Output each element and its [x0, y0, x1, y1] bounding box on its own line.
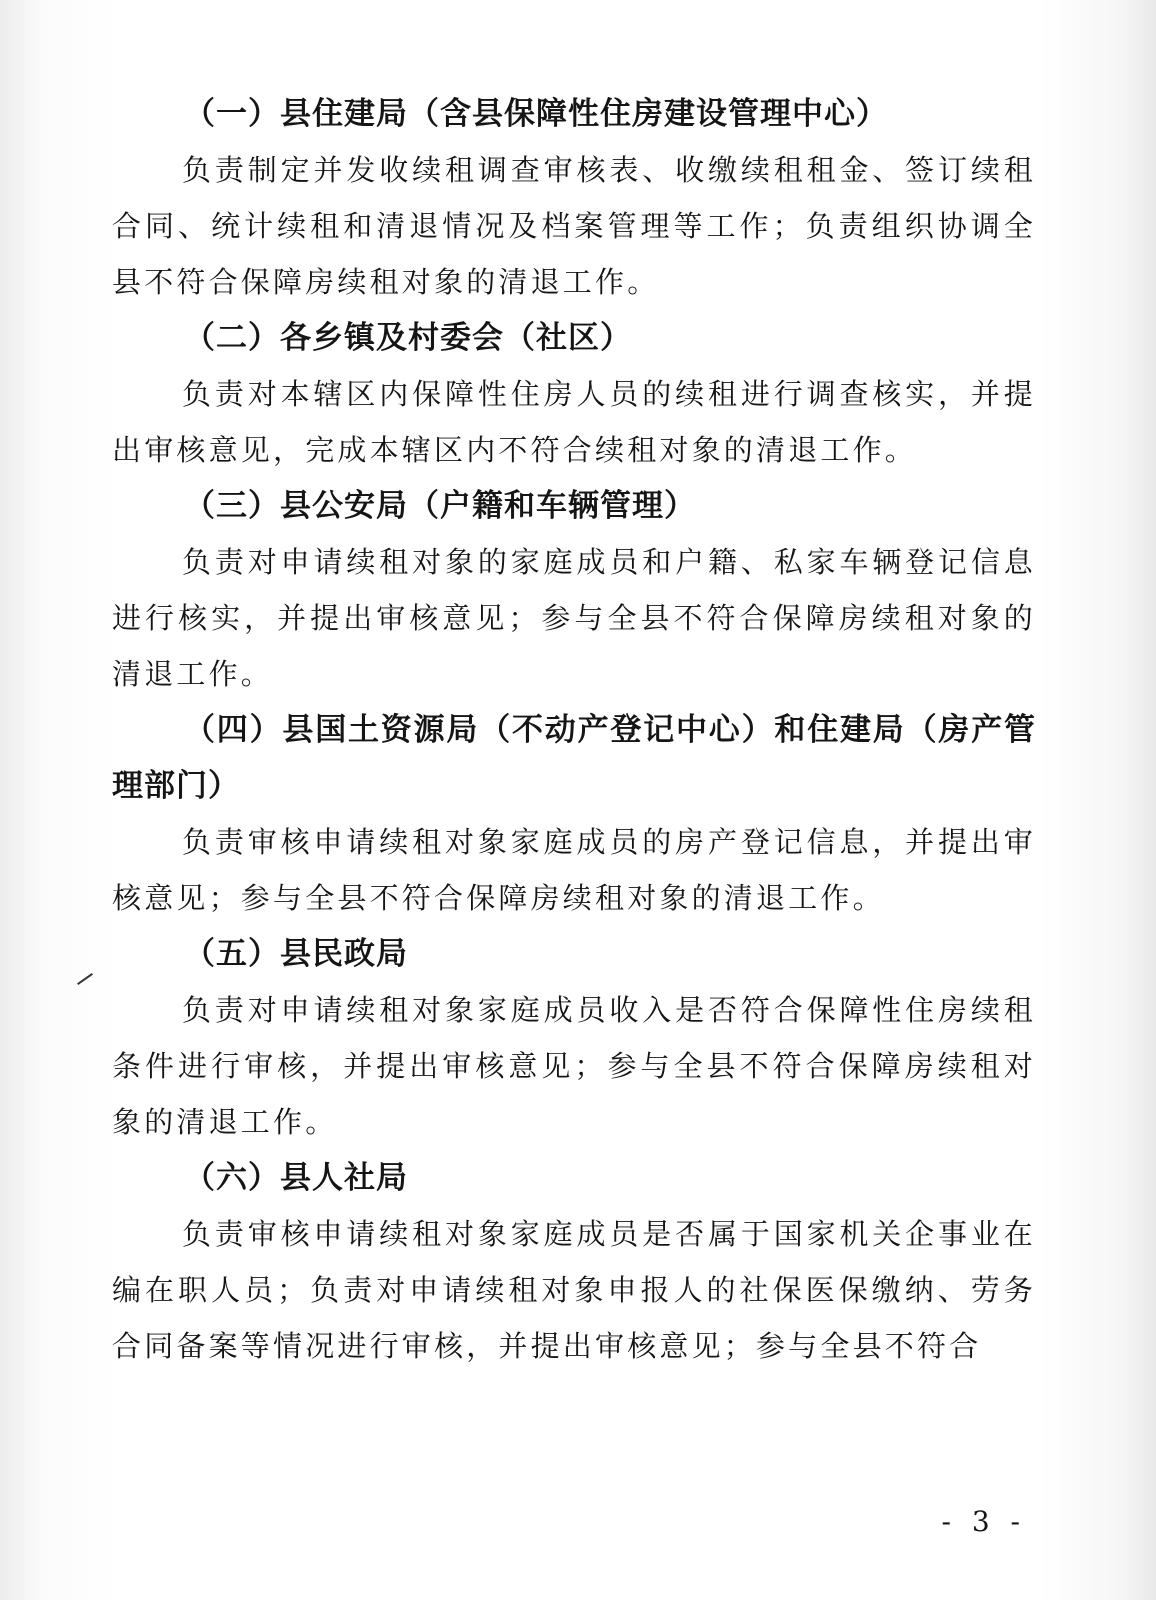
section-3-heading: （三）县公安局（户籍和车辆管理） [184, 488, 696, 524]
section-4-heading: （四）县国土资源局（不动产登记中心）和住建局（房产管理部门） [112, 712, 1036, 804]
section-6-heading: （六）县人社局 [184, 1160, 408, 1196]
section-1-heading: （一）县住建局（含县保障性住房建设管理中心） [184, 96, 888, 132]
section-2-body: 负责对本辖区内保障性住房人员的续租进行调查核实，并提出审核意见，完成本辖区内不符合续租对象的清退工作。 [112, 377, 1036, 467]
page-number: - 3 - [941, 1505, 1026, 1538]
pen-mark [77, 973, 93, 985]
section-5-heading: （五）县民政局 [184, 936, 408, 972]
section-3-body: 负责对申请续租对象的家庭成员和户籍、私家车辆登记信息进行核实，并提出审核意见；参与全县不符合保障房续租对象的清退工作。 [112, 545, 1036, 691]
section-1-body: 负责制定并发收续租调查审核表、收缴续租租金、签订续租合同、统计续租和清退情况及档案管理等工作；负责组织协调全县不符合保障房续租对象的清退工作。 [112, 153, 1036, 299]
section-6-body: 负责审核申请续租对象家庭成员是否属于国家机关企事业在编在职人员；负责对申请续租对象申报人的社保医保缴纳、劳务合同备案等情况进行审核，并提出审核意见；参与全县不符合 [112, 1217, 1036, 1363]
section-4-body: 负责审核申请续租对象家庭成员的房产登记信息，并提出审核意见；参与全县不符合保障房续租对象的清退工作。 [112, 825, 1036, 915]
section-5-body: 负责对申请续租对象家庭成员收入是否符合保障性住房续租条件进行审核，并提出审核意见；参与全县不符合保障房续租对象的清退工作。 [112, 993, 1036, 1139]
section-2-heading: （二）各乡镇及村委会（社区） [184, 320, 632, 356]
